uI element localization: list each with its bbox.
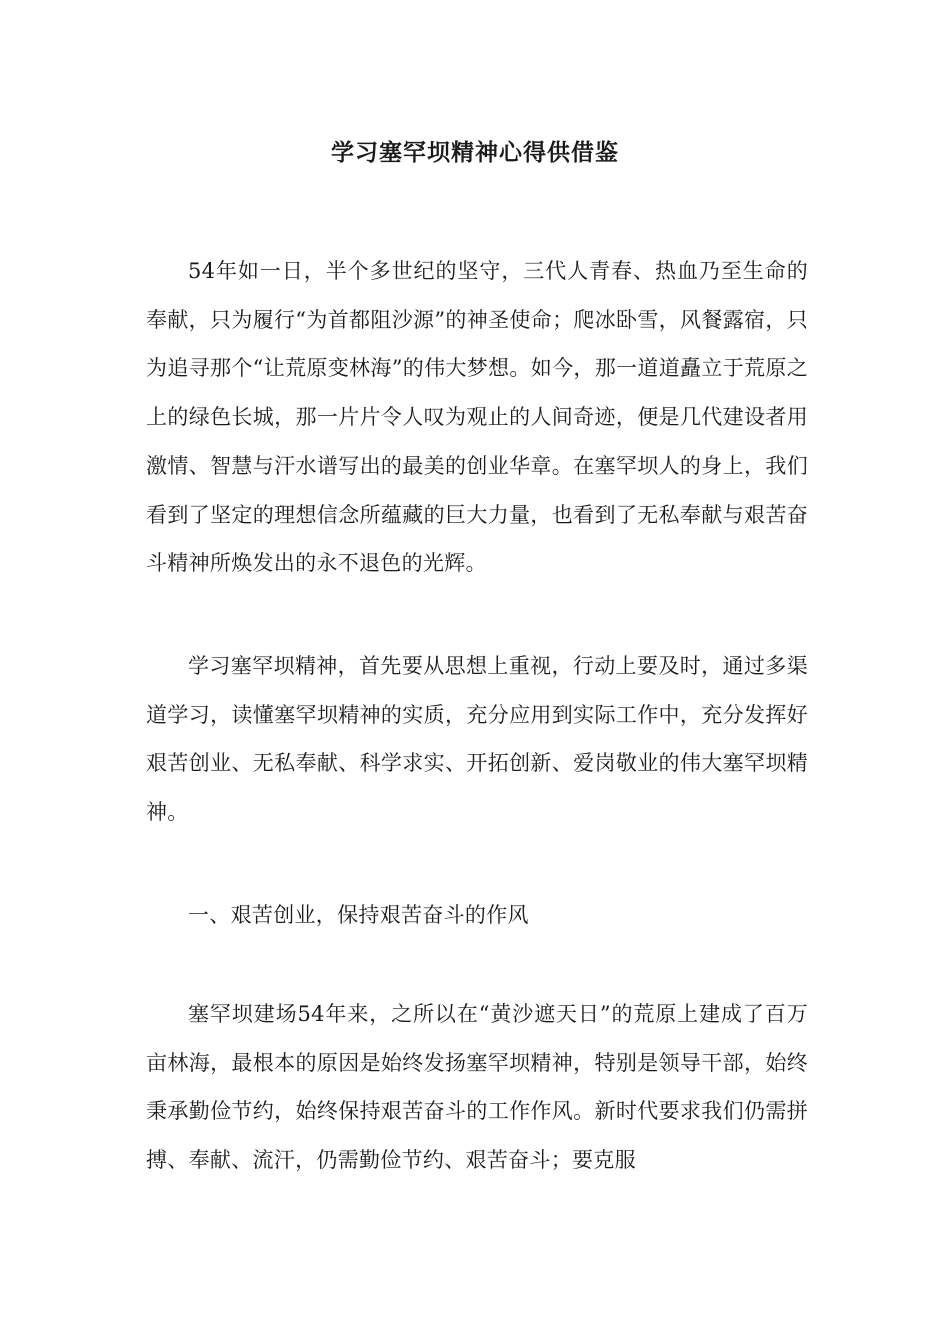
section-heading: 一、艰苦创业，保持艰苦奋斗的作风 <box>188 903 529 927</box>
document-title: 学习塞罕坝精神心得供借鉴 <box>331 139 619 166</box>
paragraph-section-body: 塞罕坝建场54年来，之所以在“黄沙遮天日”的荒原上建成了百万亩林海，最根本的原因是始终发扬塞罕坝精神，特别是领导干部，始终秉承勤俭节约，始终保持艰苦奋斗的工作作风。新时代要求我们仍需拼搏、奉献、流汗，仍需勤俭节约、艰苦奋斗；要克服 <box>146 1002 808 1173</box>
paragraph-learning: 学习塞罕坝精神，首先要从思想上重视，行动上要及时，通过多渠道学习，读懂塞罕坝精神的实质，充分应用到实际工作中，充分发挥好艰苦创业、无私奉献、科学求实、开拓创新、爱岗敬业的伟大塞罕坝精神。 <box>146 654 808 825</box>
paragraph-intro: 54年如一日，半个多世纪的坚守，三代人青春、热血乃至生命的奉献，只为履行“为首都阻沙源”的神圣使命；爬冰卧雪，风餐露宿，只为追寻那个“让荒原变林海”的伟大梦想。如今，那一道道矗立于荒原之上的绿色长城，那一片片令人叹为观止的人间奇迹，便是几代建设者用激情、智慧与汗水谱写出的最美的创业华章。在塞罕坝人的身上，我们看到了坚定的理想信念所蕴藏的巨大力量，也看到了无私奉献与艰苦奋斗精神所焕发出的永不退色的光辉。 <box>146 259 808 576</box>
